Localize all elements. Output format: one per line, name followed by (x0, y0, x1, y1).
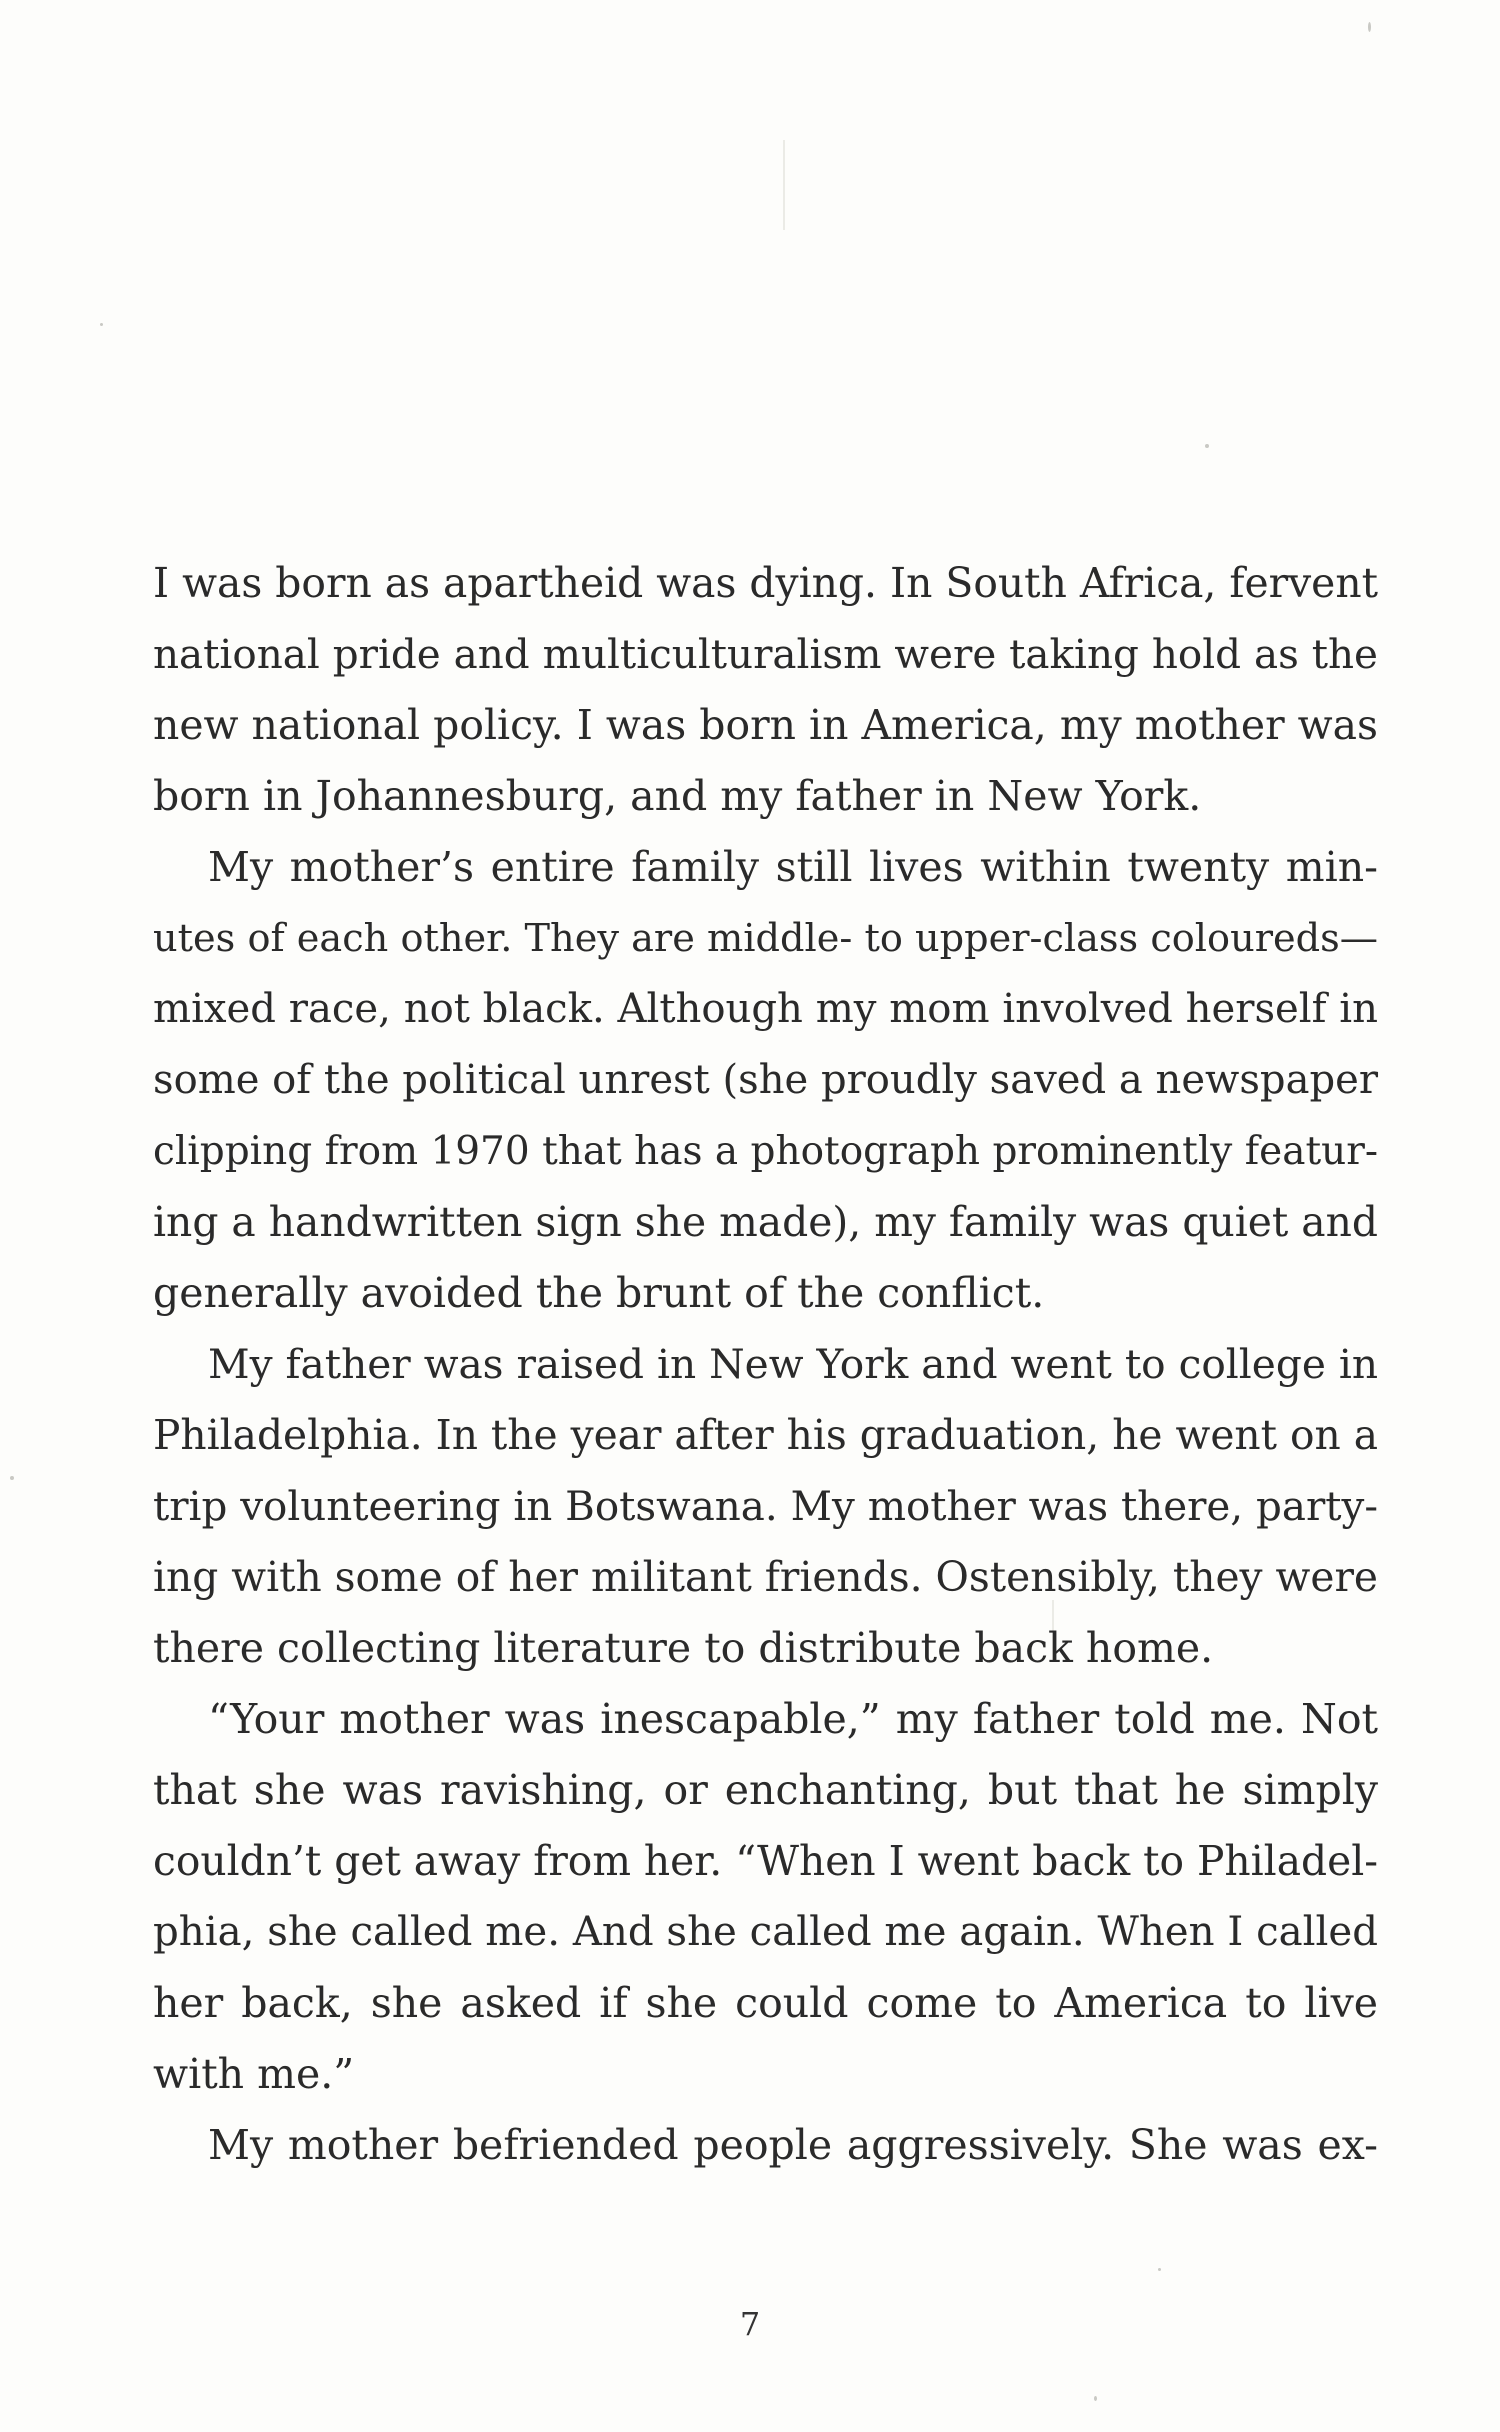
body-text (153, 548, 1378, 2181)
text-line: with me.” (153, 2050, 355, 2098)
text-line: born in Johannesburg, and my father in New York. (153, 772, 1202, 820)
text-line: trip volunteering in Botswana. My mother was there, party- (153, 1482, 1378, 1530)
scan-speck (100, 323, 103, 326)
text-line: there collecting literature to distribute back home. (153, 1624, 1214, 1672)
scan-speck (1094, 2396, 1097, 2401)
text-line: couldn’t get away from her. “When I went back to Philadel- (153, 1837, 1378, 1885)
text-line: utes of each other. They are middle- to upper-class coloureds— (153, 916, 1378, 961)
text-line: mixed race, not black. Although my mom involved herself in (153, 986, 1378, 1032)
text-line: some of the political unrest (she proudly saved a newspaper (153, 1057, 1378, 1103)
scan-speck (10, 1476, 14, 1480)
scan-speck (1368, 22, 1371, 32)
text-line: Philadelphia. In the year after his graduation, he went on a (153, 1411, 1378, 1459)
text-line: ing a handwritten sign she made), my family was quiet and (153, 1198, 1378, 1246)
scan-mark (783, 140, 785, 230)
scan-speck (1205, 444, 1209, 448)
text-line: My mother befriended people aggressively. She was ex- (208, 2121, 1378, 2169)
text-line: national pride and multiculturalism were taking hold as the (153, 630, 1378, 678)
text-line: ing with some of her militant friends. Ostensibly, they were (153, 1553, 1378, 1601)
text-line: phia, she called me. And she called me again. When I called (153, 1909, 1378, 1955)
text-line: generally avoided the brunt of the conflict. (153, 1269, 1045, 1317)
text-line: I was born as apartheid was dying. In South Africa, fervent (153, 559, 1378, 607)
scan-speck (1158, 2268, 1161, 2271)
text-line: that she was ravishing, or enchanting, but that he simply (153, 1766, 1378, 1814)
text-line: My mother’s entire family still lives within twenty min- (208, 843, 1378, 891)
text-line: clipping from 1970 that has a photograph prominently featur- (153, 1129, 1378, 1174)
text-line: new national policy. I was born in America, my mother was (153, 701, 1378, 749)
text-line: My father was raised in New York and went to college in (208, 1340, 1378, 1388)
text-line: “Your mother was inescapable,” my father told me. Not (208, 1695, 1378, 1743)
text-line: her back, she asked if she could come to America to live (153, 1979, 1378, 2027)
page-number: 7 (739, 2305, 761, 2343)
